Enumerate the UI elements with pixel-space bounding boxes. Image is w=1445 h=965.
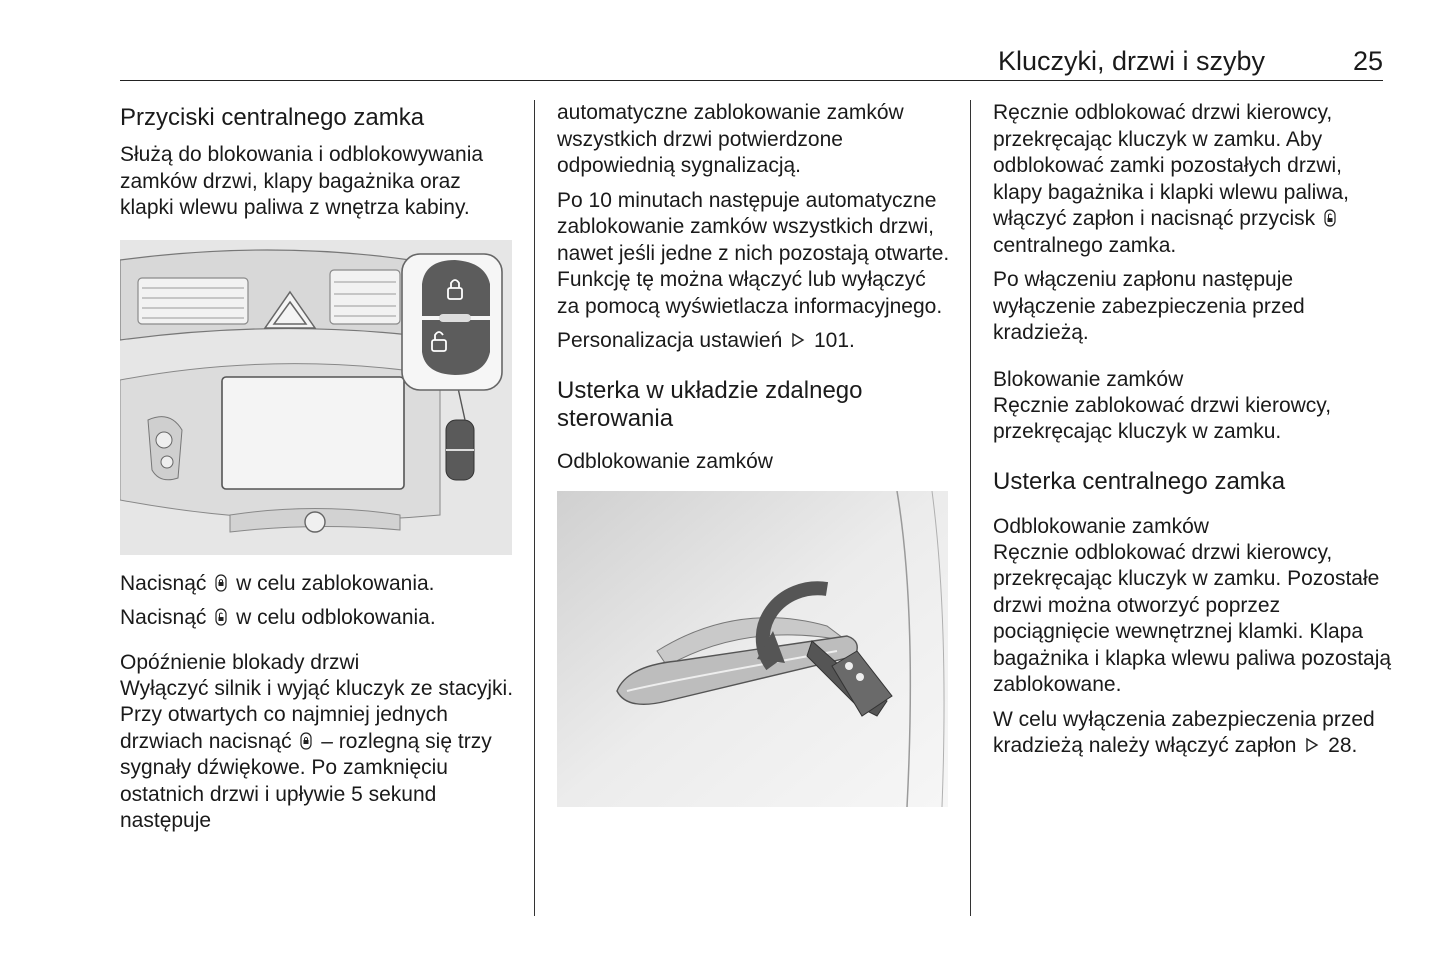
unlock-icon [214, 608, 228, 626]
section-title: Kluczyki, drzwi i szyby [997, 46, 1265, 76]
anti-theft-paragraph: Po włączeniu zapłonu następuje wyłączenie zabezpieczenia przed kradzieżą. [993, 268, 1305, 344]
fault-unlock-paragraph: Ręcznie odblokować drzwi kierowcy, przekręcając kluczyk w zamku. Pozostałe drzwi można otworzyć poprzez pociągnięcie wewnętrznej klamki. Klapa bagażnika i klapka wlewu paliwa pozostają zablokowane. [993, 540, 1392, 696]
door-handle-key-illustration [557, 491, 948, 807]
auto-lock-paragraph: Po 10 minutach następuje automatyczne zablokowanie zamków wszystkich drzwi, nawet jeśli jedne z nich pozostają otwarte. Funkcję tę można włączyć lub wyłączyć za pomocą wyświetlacza informacyjnego. [557, 188, 950, 318]
unlock-instruction: Nacisnąć w celu odblokowania. [120, 606, 436, 629]
anti-theft-disable-paragraph: W celu wyłączenia zabezpieczenia przed kradzieżą należy włączyć zapłon 28. [993, 707, 1375, 757]
column-1 [120, 100, 520, 843]
page-reference-icon [1305, 737, 1319, 753]
lock-icon [214, 574, 228, 592]
locking-subheading: Blokowanie zamków [993, 367, 1184, 391]
intro-paragraph: Służą do blokowania i odblokowywania zamków drzwi, klapy bagażnika oraz klapki wlewu paliwa z wnętrza kabiny. [120, 143, 484, 219]
unlock-icon [1323, 209, 1337, 227]
central-lock-fault-heading: Usterka centralnego zamka [993, 467, 1286, 495]
remote-fault-heading: Usterka w układzie zdalnego sterowania [557, 376, 863, 432]
unlock-subheading-2: Odblokowanie zamków [993, 514, 1209, 538]
page-number: 25 [1352, 46, 1383, 76]
locking-paragraph: Ręcznie zablokować drzwi kierowcy, przekręcając kluczyk w zamku. [993, 393, 1332, 443]
unlock-subheading: Odblokowanie zamków [557, 449, 773, 473]
column-divider [534, 100, 535, 916]
column-2 [557, 100, 952, 807]
column-divider [970, 100, 971, 916]
lock-icon [299, 732, 313, 750]
delay-paragraph: Wyłączyć silnik i wyjąć kluczyk ze stacyjki. Przy otwartych co najmniej jednych drzwiach nacisnąć – rozlegną się trzy sygnały dźwiękowe. Po zamknięciu ostatnich drzwi i upływie 5 sekund następuje [120, 676, 514, 832]
personalization-ref: Personalizacja ustawień 101. [557, 329, 855, 352]
continued-paragraph: automatyczne zablokowanie zamków wszystkich drzwi potwierdzone odpowiednią sygnalizacją. [557, 101, 904, 177]
section-heading: Przyciski centralnego zamka [120, 104, 425, 131]
page-reference-icon [791, 332, 805, 348]
delay-subheading: Opóźnienie blokady drzwi [120, 650, 360, 674]
page-header [120, 46, 1383, 81]
dashboard-illustration [120, 240, 512, 555]
lock-instruction: Nacisnąć w celu zablokowania. [120, 571, 435, 595]
manual-unlock-paragraph: Ręcznie odblokować drzwi kierowcy, przekręcając kluczyk w zamku. Aby odblokować zamki pozostałych drzwi, klapy bagażnika i klapki wlewu paliwa, włączyć zapłon i nacisnąć przycisk centralnego zamka. [993, 101, 1350, 257]
column-3 [993, 100, 1393, 768]
